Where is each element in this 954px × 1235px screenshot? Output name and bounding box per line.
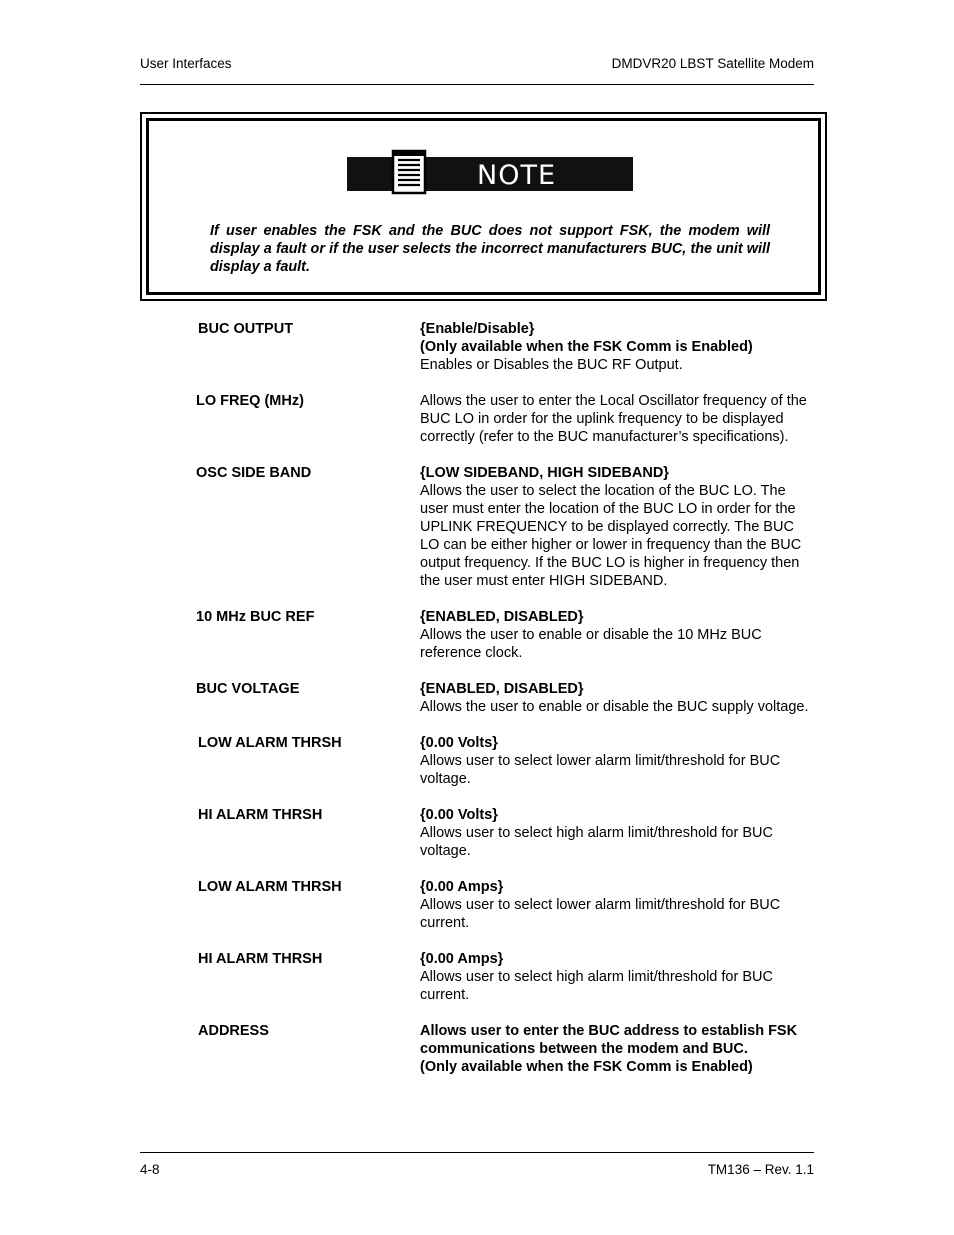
- description-text: Enables or Disables the BUC RF Output.: [420, 357, 683, 373]
- definition-term: LOW ALARM THRSH: [198, 735, 342, 751]
- description-text: Allows the user to enable or disable the 10 MHz BUC reference clock.: [420, 627, 762, 661]
- option-values: {0.00 Volts}: [420, 735, 498, 751]
- definition-row: [0, 734, 954, 788]
- definition-description: [420, 950, 815, 1004]
- document-revision: TM136 – Rev. 1.1: [707, 1162, 814, 1177]
- description-text: Allows the user to enter the Local Oscillator frequency of the BUC LO in order for the uplink frequency to be displayed correctly (refer to the BUC manufacturer’s specifications).: [420, 393, 807, 445]
- definition-description: [420, 806, 815, 860]
- header-rule: [140, 84, 814, 85]
- note-text: If user enables the FSK and the BUC does not support FSK, the modem will display a fault or if the user selects the incorrect manufacturers BUC, the unit will display a fault.: [210, 223, 770, 275]
- definition-description: [420, 734, 815, 788]
- option-values: {0.00 Volts}: [420, 807, 498, 823]
- definition-description: [420, 1022, 815, 1076]
- footer-rule: [140, 1152, 814, 1153]
- definition-description: [420, 320, 815, 374]
- description-text: Allows user to select lower alarm limit/threshold for BUC current.: [420, 897, 781, 931]
- option-values: {LOW SIDEBAND, HIGH SIDEBAND}: [420, 465, 669, 481]
- definition-row: [0, 320, 954, 374]
- description-text: Allows user to select high alarm limit/threshold for BUC current.: [420, 969, 773, 1003]
- definition-term: HI ALARM THRSH: [198, 807, 323, 823]
- definition-term: LOW ALARM THRSH: [198, 879, 342, 895]
- description-text: Allows the user to select the location of the BUC LO. The user must enter the location of the BUC LO in order for the UPLINK FREQUENCY to be displayed correctly. The BUC LO can be either higher or lower in frequency than the BUC output frequency. If the BUC LO is higher in frequency then the user must enter HIGH SIDEBAND.: [420, 483, 802, 589]
- note-banner: [347, 157, 633, 191]
- option-values: (Only available when the FSK Comm is Enabled): [420, 1059, 753, 1075]
- option-values: {Enable/Disable}: [420, 321, 535, 337]
- description-text: Allows the user to enable or disable the BUC supply voltage.: [420, 699, 809, 715]
- note-box-inner: [146, 118, 821, 295]
- definition-row: [0, 680, 954, 716]
- definition-row: [0, 878, 954, 932]
- description-text: Allows user to select lower alarm limit/threshold for BUC voltage.: [420, 753, 781, 787]
- definition-row: [0, 392, 954, 446]
- option-values: Allows user to enter the BUC address to establish FSK communications between the modem and BUC.: [420, 1023, 798, 1057]
- definition-list: [0, 320, 954, 1076]
- definition-row: [0, 608, 954, 662]
- definition-description: [420, 878, 815, 932]
- definition-term: 10 MHz BUC REF: [196, 609, 315, 625]
- note-box: [140, 112, 827, 301]
- definition-row: [0, 1022, 954, 1076]
- definition-row: [0, 464, 954, 590]
- definition-description: [420, 392, 815, 446]
- definition-row: [0, 806, 954, 860]
- definition-term: LO FREQ (MHz): [196, 393, 304, 409]
- definition-description: [420, 608, 815, 662]
- page-header-left: User Interfaces: [140, 56, 232, 71]
- definition-row: [0, 950, 954, 1004]
- notepad-icon: [391, 149, 427, 195]
- page-header-right: DMDVR20 LBST Satellite Modem: [611, 56, 814, 71]
- definition-term: ADDRESS: [198, 1023, 269, 1039]
- option-values: {0.00 Amps}: [420, 951, 504, 967]
- option-values: {ENABLED, DISABLED}: [420, 681, 584, 697]
- definition-description: [420, 464, 815, 590]
- definition-term: BUC VOLTAGE: [196, 681, 300, 697]
- option-values: (Only available when the FSK Comm is Enabled): [420, 339, 753, 355]
- definition-term: HI ALARM THRSH: [198, 951, 323, 967]
- definition-term: BUC OUTPUT: [198, 321, 294, 337]
- option-values: {0.00 Amps}: [420, 879, 504, 895]
- option-values: {ENABLED, DISABLED}: [420, 609, 584, 625]
- description-text: Allows user to select high alarm limit/threshold for BUC voltage.: [420, 825, 773, 859]
- note-label: NOTE: [477, 160, 557, 191]
- definition-term: OSC SIDE BAND: [196, 465, 312, 481]
- page-number: 4-8: [140, 1162, 160, 1177]
- definition-description: [420, 680, 815, 716]
